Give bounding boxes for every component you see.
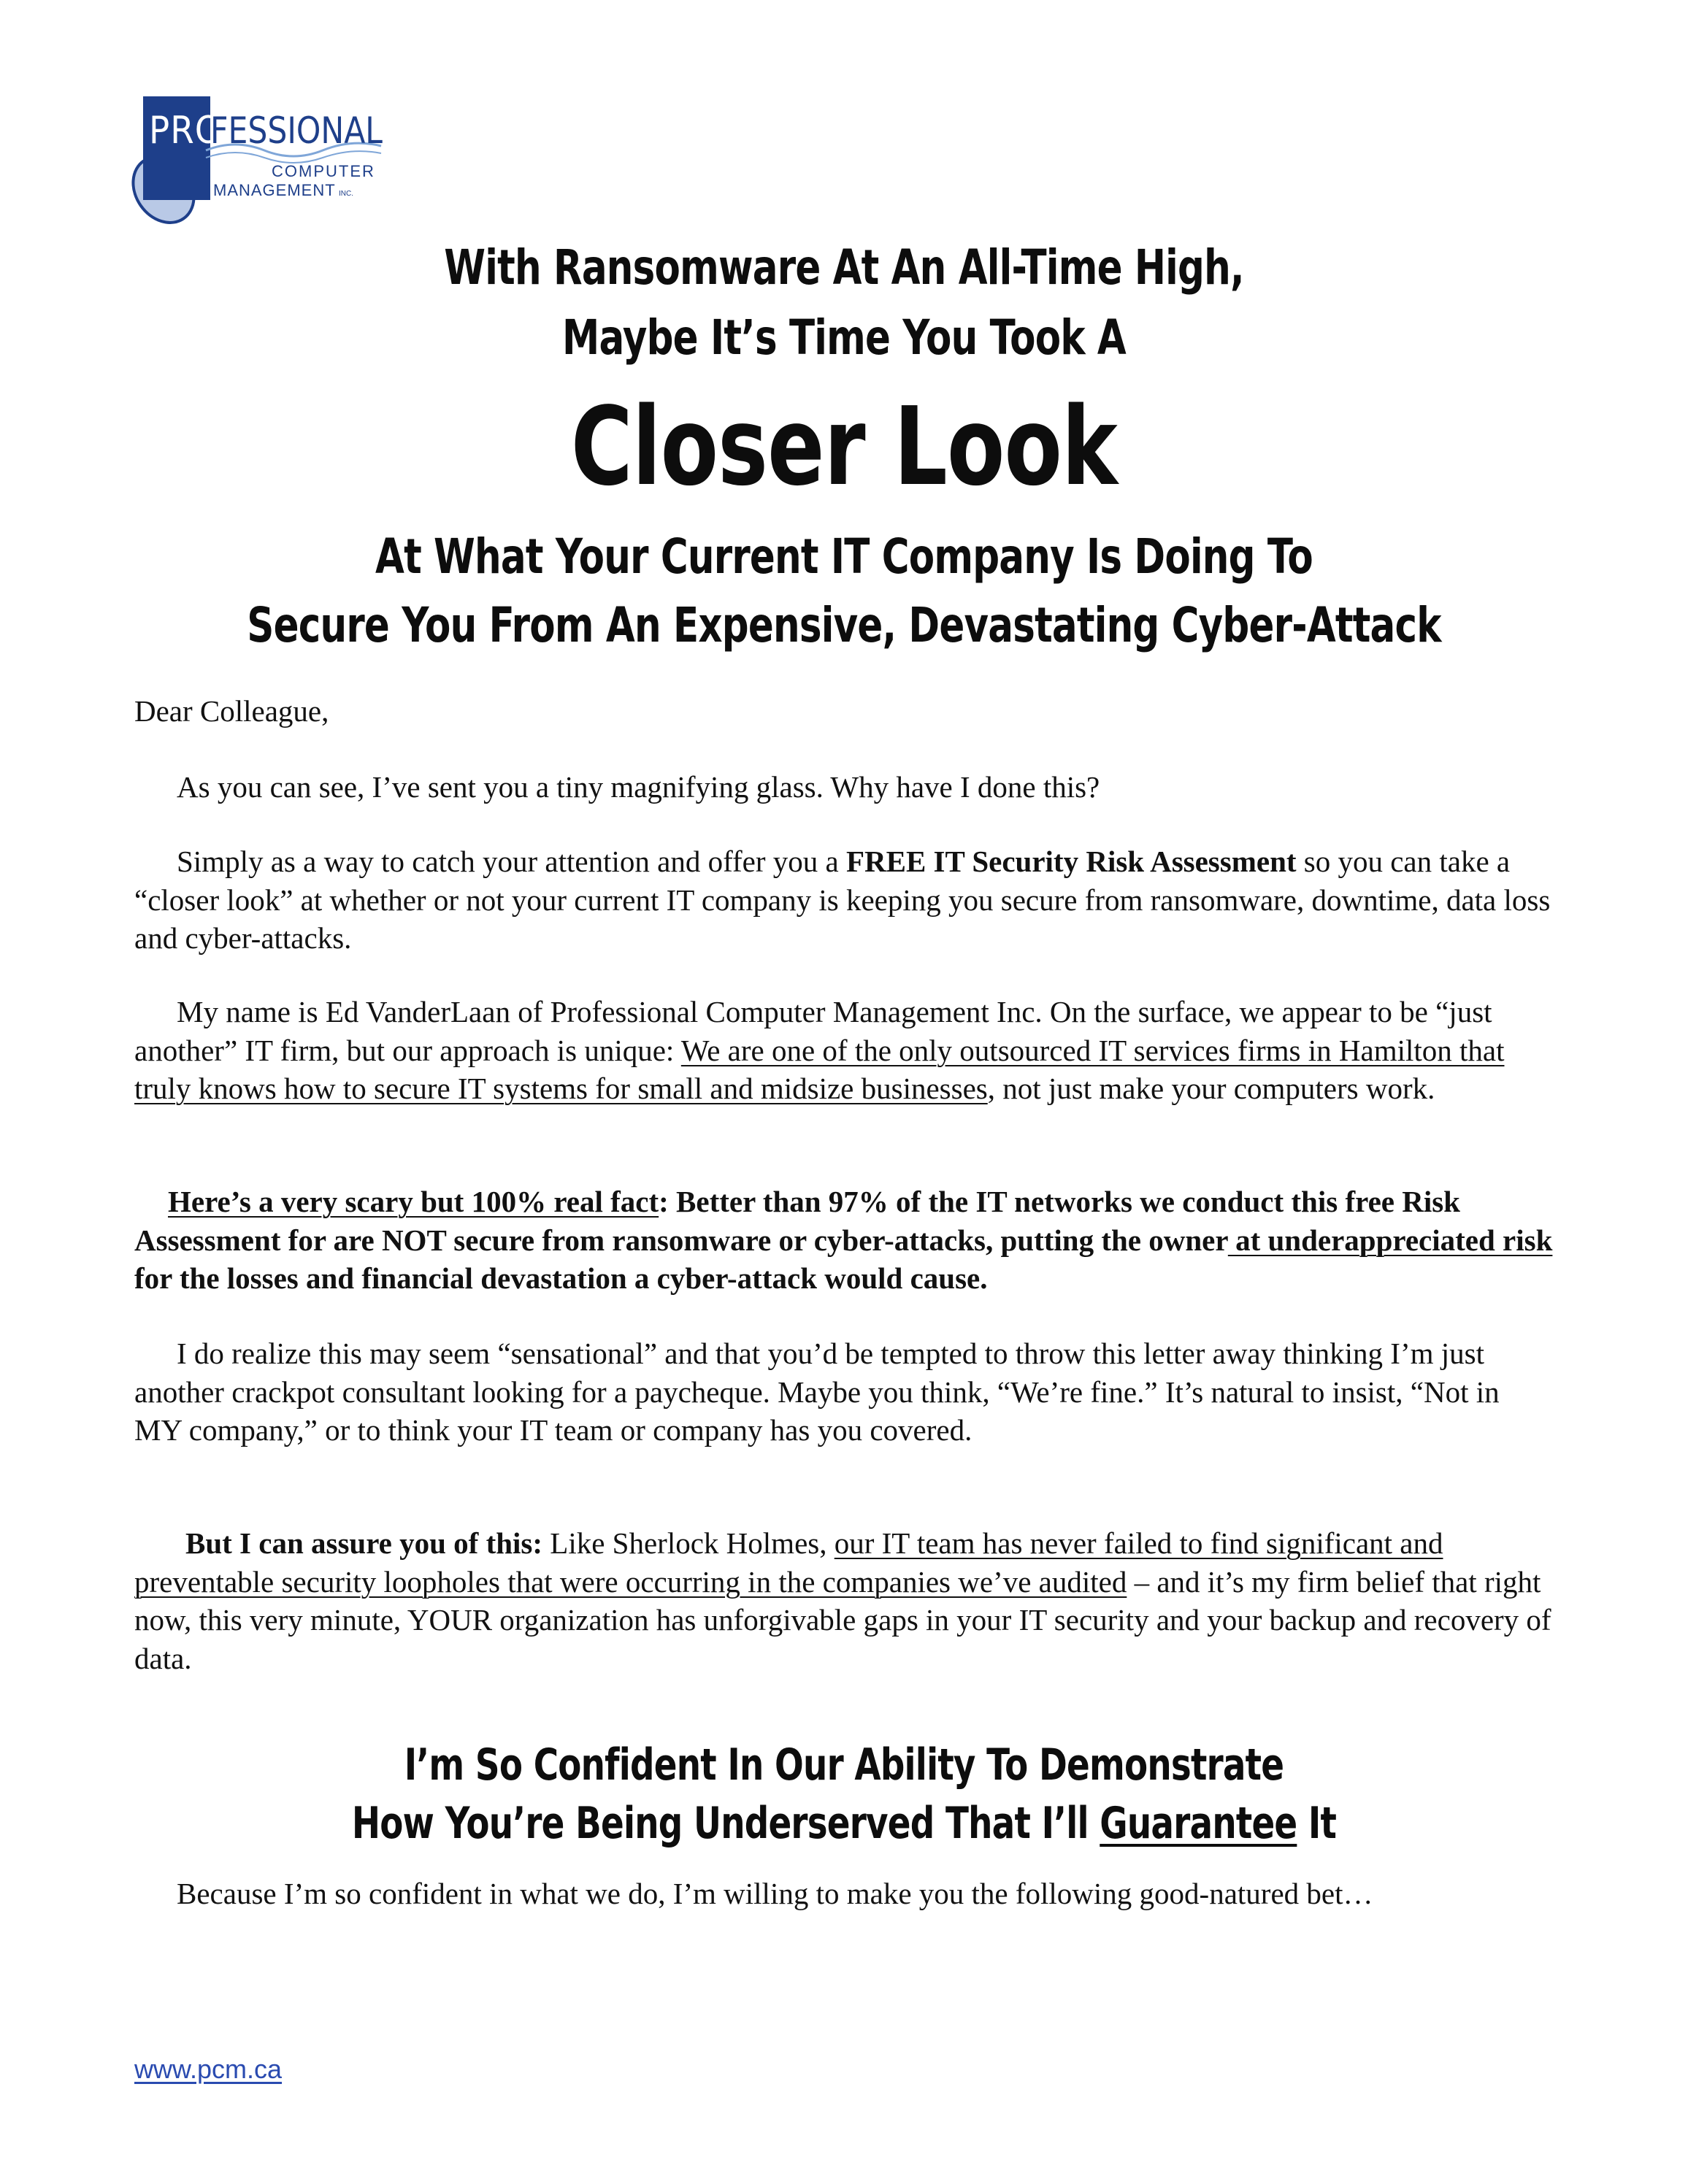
paragraph-2-text-a: Simply as a way to catch your attention and offer you a xyxy=(177,845,846,878)
guarantee-word: Guarantee xyxy=(1100,1798,1297,1849)
website-link[interactable]: www.pcm.ca xyxy=(134,2054,283,2084)
paragraph-6-text-b: – and it’s my firm belief that right now, this very minute, YOUR organization has unforgivable gaps in your IT security and your backup and recovery of data. xyxy=(134,1564,1551,1675)
free-assessment-offer: FREE IT Security Risk Assessment xyxy=(845,845,1297,878)
logo-text-pro: PRO xyxy=(149,109,223,153)
headline-line-2: Maybe It’s Time You Took A xyxy=(562,309,1126,366)
paragraph-2 xyxy=(134,842,1554,958)
subhead-line-2-b: It xyxy=(1297,1798,1337,1849)
subhead-line-2-a: How You’re Being Underserved That I’ll xyxy=(351,1798,1100,1849)
paragraph-7: Because I’m so confident in what we do, I’m willing to make you the following good-natured bet… xyxy=(177,1877,1373,1910)
company-logo xyxy=(133,86,388,232)
logo-text-fessional: FESSIONAL xyxy=(210,109,383,152)
salutation: Dear Colleague, xyxy=(134,694,329,728)
paragraph-4-text-b: for the losses and financial devastation a cyber-attack would cause. xyxy=(134,1261,988,1295)
paragraph-1: As you can see, I’ve sent you a tiny magnifying glass. Why have I done this? xyxy=(177,770,1100,804)
logo-graphic xyxy=(133,86,388,232)
subhead-line-1: I’m So Confident In Our Ability To Demonstrate xyxy=(404,1739,1284,1791)
paragraph-3-underlined: We are one of the only outsourced IT services firms in Hamilton that truly knows how to secure IT systems for small and midsize businesses xyxy=(134,1033,1505,1105)
paragraph-3 xyxy=(134,993,1554,1108)
paragraph-6-text-a: Like Sherlock Holmes, xyxy=(542,1526,835,1560)
logo-text-computer: COMPUTER xyxy=(272,162,375,180)
logo-text-inc: INC. xyxy=(339,190,353,198)
paragraph-4-text-a: : Better than 97% of the IT networks we conduct this free Risk Assessment for are NOT secure from ransomware or cyber-attacks, putting the owner xyxy=(134,1185,1460,1257)
paragraph-3-text-b: , not just make your computers work. xyxy=(987,1072,1435,1105)
paragraph-6-bold-lead: But I can assure you of this: xyxy=(185,1526,543,1560)
paragraph-6 xyxy=(134,1524,1554,1677)
paragraph-4-underlined: at underappreciated risk xyxy=(1227,1223,1553,1257)
paragraph-3-text-a: My name is Ed VanderLaan of Professional Computer Management Inc. On the surface, we appear to be “just another” IT firm, but our approach is unique: xyxy=(134,995,1492,1067)
logo-text-management: MANAGEMENT xyxy=(213,181,336,199)
paragraph-2-text-b: so you can take a “closer look” at whether or not your current IT company is keeping you secure from ransomware, downtime, data loss and cyber-attacks. xyxy=(134,845,1551,955)
scary-fact-label: Here’s a very scary but 100% real fact xyxy=(168,1185,659,1218)
headline-line-3: At What Your Current IT Company Is Doing To xyxy=(375,528,1313,585)
paragraph-5: I do realize this may seem “sensational” and that you’d be tempted to throw this letter away thinking I’m just another crackpot consultant looking for a paycheque. Maybe you think, “We’re fine.” It’s natural to insist, “Not in MY company,” or to think your IT team or company has you covered. xyxy=(134,1337,1500,1447)
subhead-line-2 xyxy=(185,1794,1502,1853)
headline-closer-look: Closer Look xyxy=(570,384,1118,510)
headline-line-4: Secure You From An Expensive, Devastating Cyber-Attack xyxy=(247,597,1441,653)
headline-line-1: With Ransomware At An All-Time High, xyxy=(444,239,1244,296)
paragraph-4 xyxy=(134,1183,1554,1298)
paragraph-6-underlined: our IT team has never failed to find significant and preventable security loopholes that were occurring in the companies we’ve audited xyxy=(134,1526,1443,1599)
